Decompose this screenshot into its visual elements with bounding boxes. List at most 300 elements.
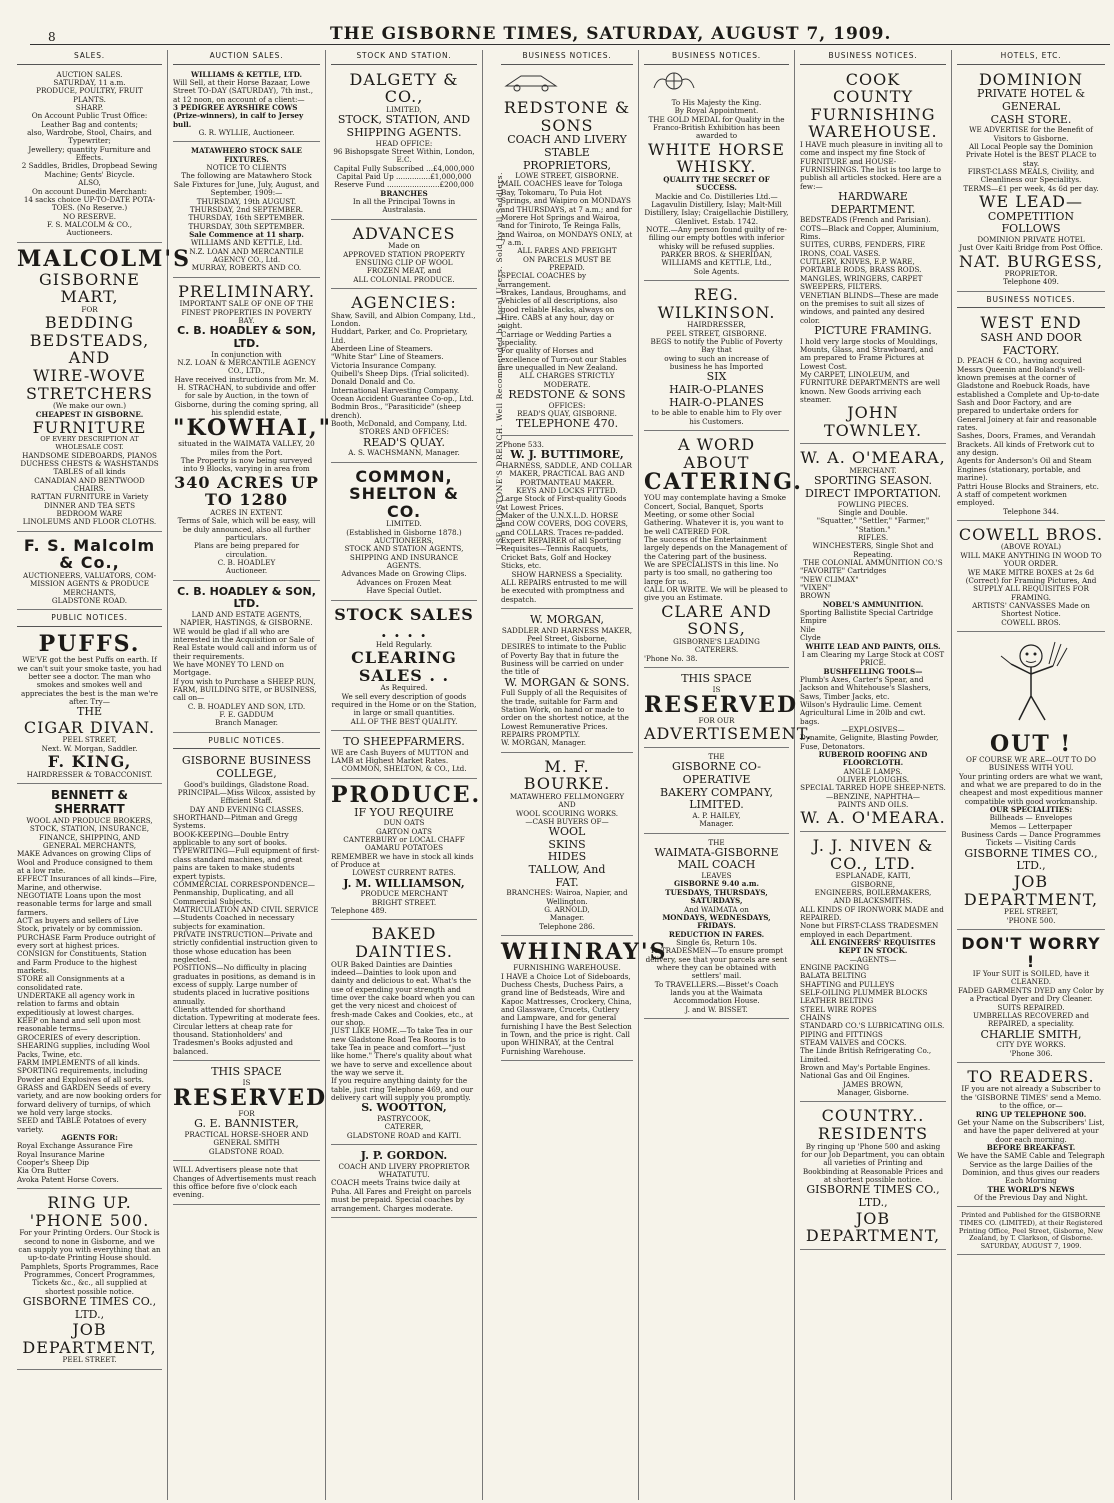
ad-line: Tickets — Visiting Cards — [986, 838, 1076, 848]
ad-line: GISBORNE BUSINESS — [181, 754, 312, 768]
ad-line: HARNESS, SADDLE, AND COLLAR MAKER, PRACTICAL BAG AND PORTMANTEAU MAKER. — [502, 461, 632, 487]
catering-ad — [644, 433, 803, 668]
ad-line: Expert REPAIRER of all Sporting Requisites—Tennis Racquets, Cricket Bats, Golf and Hockey Sticks, etc. — [501, 536, 622, 571]
ad-line: YOU may contemplate having a Smoke Concert, Social, Banquet, Sports Meeting, or some other Social Gathering. Whatever it is, you want to be well CATERED FOR. — [644, 493, 787, 536]
page-columns — [12, 50, 1112, 1502]
ad-line: business he has Imported — [669, 361, 764, 371]
redstone-drench-vertical-ad — [486, 170, 504, 550]
ad-line: PLANTS. — [73, 94, 106, 104]
ad-line: SATURDAY, 11 a.m. — [53, 78, 126, 88]
ad-line: F. S. Malcolm & Co., — [23, 535, 156, 573]
ad-line: Telephone 489. — [331, 906, 387, 916]
ad-line: AGENTS. — [386, 561, 422, 571]
ad-line: MODERATE. — [543, 379, 591, 389]
ad-line: Your printing orders are what we want, and what we are prepared to do in the cheapest and most expeditious manner compatible with good workmanship. — [959, 771, 1103, 806]
ad-line: "VIXEN" — [800, 583, 832, 593]
ad-line: PRODUCE, POULTRY, FRUIT — [36, 86, 143, 96]
ad-line: PEEL STREET. — [62, 1355, 117, 1365]
ad-line: Clyde — [800, 633, 821, 643]
ad-line: Reserve Fund .......................£200,000 — [334, 180, 474, 190]
column-head: BUSINESS NOTICES. — [800, 50, 946, 65]
ad-line: MANGLES, WRINGERS, CARPET SWEEPERS, FILTERS. — [800, 273, 923, 292]
ad-line: TOES. (No Reserve.) — [51, 203, 128, 213]
ad-line: ALL KINDS OF IRONWORK MADE and REPAIRED. — [800, 904, 944, 922]
ad-line: 'Phone No. 38. — [644, 653, 698, 663]
ad-line: N.Z. LOAN & MERCANTILE AGENCY CO., LTD., — [177, 357, 316, 376]
ad-line: Brown and May's Portable Engines. — [800, 1063, 931, 1073]
sheepfarmers-ad — [331, 733, 477, 779]
ad-line: RIFLES. — [857, 533, 889, 543]
ad-line: BEDROOM WARE — [56, 509, 123, 519]
ad-line: WHATATUTU. — [378, 1170, 430, 1180]
ad-line: his Customers. — [689, 416, 744, 426]
ad-line: BEDSTEADS, AND — [29, 330, 150, 368]
ad-line: DESIRES to intimate to the Public of Poverty Bay that in future the Business will be carried on under the title of — [501, 642, 627, 677]
ad-line: OAMARU POTATOES — [364, 843, 444, 853]
stock-sales-ad — [331, 603, 477, 731]
column-business-notices-3 — [795, 50, 952, 1500]
omeara-ad — [800, 446, 946, 832]
common-shelton-ad — [331, 465, 477, 601]
ad-line: WOOL — [548, 825, 586, 839]
ad-line: J. M. WILLIAMSON, — [343, 876, 465, 890]
ad-line: My CARPET, LINOLEUM, and FURNITURE DEPARTMENTS are well known. New Goods arriving each steamer. — [800, 369, 940, 404]
ad-line: DON'T WORRY ! — [961, 933, 1101, 971]
ad-line: G. ARNOLD, — [544, 905, 590, 915]
ad-line: All Local People say the Dominion Private Hotel is the BEST PLACE to stay. — [965, 141, 1097, 168]
ad-line: KEEP on hand and sell upon most reasonable terms— — [17, 1016, 141, 1034]
ad-line: IMPORTANT SALE OF ONE OF THE FINEST PROPERTIES IN POVERTY BAY. — [179, 299, 314, 325]
ad-line: REMEMBER we have in stock all kinds of Produce at — [331, 851, 474, 870]
ad-line: Made on — [388, 241, 420, 251]
ad-line: SEED and TABLE Potatoes of every variety. — [17, 1116, 147, 1134]
ad-line: The Linde British Refrigerating Co., Limited. — [800, 1046, 932, 1064]
ad-line: A. S. WACHSMANN, Manager. — [348, 448, 460, 458]
coach-crest-icon — [501, 70, 561, 92]
bennett-sherratt-ad — [17, 786, 162, 1189]
ad-line: situated in the WAIMATA VALLEY, 20 miles from the Port. — [178, 439, 315, 457]
ad-line: A staff of competent workmen employed. — [957, 489, 1067, 508]
ad-line: PRINCIPAL—Miss Wilcox, assisted by Efficient Staff. — [177, 788, 316, 806]
ad-line: Pamphlets, Sports Programmes, Race Programmes, Concert Programmes, Tickets &c., &c., all supplied at shortest possible notice. — [20, 1261, 159, 1296]
ad-line: THURSDAY, 16th SEPTEMBER. — [188, 213, 305, 223]
ad-line: Typewriter; — [68, 136, 111, 146]
ad-line: COUNTY — [832, 87, 914, 107]
ad-line: J. and W. BISSET. — [685, 1004, 748, 1014]
ad-line: WILLIAMS AND KETTLE, Ltd. — [190, 238, 303, 248]
ad-line: THURSDAY, 30th SEPTEMBER. — [188, 221, 305, 231]
produce-ad — [331, 781, 482, 921]
ad-line: SPORTING SEASON. — [813, 474, 933, 488]
ad-line: ARTISTS' CANVASSES Made on Shortest Notice. — [972, 600, 1090, 619]
ad-line: (ABOVE ROYAL) — [1000, 542, 1062, 552]
ad-line: MART, — [60, 287, 119, 307]
ad-line: G. E. BANNISTER, — [194, 1117, 299, 1131]
masthead — [0, 0, 1114, 46]
ad-line: SELF-OILING PLUMMER BLOCKS — [800, 987, 928, 997]
ad-line: COACH AND LIVERY STABLE — [507, 133, 627, 159]
ad-line: BAKED DAINTIES. — [355, 924, 453, 962]
ad-line: F. S. MALCOLM & CO., — [46, 219, 133, 229]
ad-line: WE would be glad if all who are interested in the Acquisition or Sale of Real Estate would call and inform us of their requirements. — [173, 626, 317, 661]
ad-line: BEFORE BREAKFAST. — [986, 1142, 1076, 1152]
ad-line: REDUCTION IN FARES. — [668, 929, 765, 939]
ad-line: LIMITED. — [386, 519, 422, 529]
ad-line: S. WOOTTON, — [361, 1101, 447, 1115]
ad-line: Manager. — [699, 819, 734, 829]
ad-line: Dynamite, Gelignite, Blasting Powder, Fuse, Detonators. — [800, 733, 939, 751]
ad-line: 'PHONE 500. — [29, 1210, 150, 1230]
ad-line: GISBORNE TIMES CO., LTD., — [22, 1294, 157, 1321]
ad-line: DUN OATS — [383, 818, 425, 828]
ad-line: TABLES of all kinds — [53, 467, 126, 477]
ad-line: PRIVATE INSTRUCTION—Private and strictly confidential instruction given to those whose education has been neglected. — [173, 929, 318, 964]
masthead-rule — [30, 44, 1110, 45]
ad-line: WE'VE got the best Puffs on earth. If we can't suit your smoke taste, you had better see a doctor. The man who smokes and smokes well and appreciates the best is the man we're after. Try— — [17, 655, 162, 706]
column-head: BUSINESS NOTICES. — [644, 50, 789, 65]
ad-line: National Gas and Oil Engines. — [800, 1071, 910, 1081]
column-hotels — [952, 50, 1110, 1500]
preliminary-ad — [173, 280, 333, 581]
ad-line: AUCTIONEERS, — [374, 536, 434, 546]
ad-line: Manager. — [549, 913, 585, 923]
ad-line: STOCK, STATION, AND — [337, 113, 471, 127]
white-horse-whisky-ad — [644, 96, 789, 281]
ad-line: Booth, McDonald, and Company, Ltd. — [331, 418, 468, 428]
ad-line: STEEL WIRE ROPES — [800, 1004, 877, 1014]
ad-line: TALLOW, And — [528, 863, 606, 877]
ad-line: LINOLEUMS AND FLOOR CLOTHS. — [22, 517, 157, 527]
ad-line: MURRAY, ROBERTS AND CO. — [191, 263, 302, 273]
ad-line: IF YOU REQUIRE — [354, 805, 454, 819]
royal-arms-icon — [644, 70, 704, 92]
ad-line: SHEARING supplies, including Wool Packs, Twine, etc. — [17, 1041, 150, 1059]
ad-line: Royal Exchange Assurance Fire — [17, 1141, 133, 1151]
ad-line: Peel Street, Gisborne, — [526, 633, 608, 643]
ad-line: MAIL COACH — [677, 858, 756, 872]
ad-line: If you wish to Purchase a SHEEP RUN, FARM, BUILDING SITE, or BUSINESS, call on— — [173, 676, 317, 703]
column-auction-sales — [168, 50, 333, 1500]
ad-line: COMMERCIAL CORRESPONDENCE—Penmanship, Duplicating, and all Commercial Subjects. — [173, 879, 315, 906]
ad-line: Just Over Kaiti Bridge from Post Office. — [959, 243, 1103, 253]
ad-line: Auctioneers. — [66, 228, 113, 238]
ad-line: NOTICE TO CLIENTS — [206, 163, 287, 173]
ad-line: ACRES IN EXTENT. — [210, 507, 283, 517]
ad-line: Cooper's Sheep Dip — [17, 1157, 90, 1167]
ad-line: MATAWHERO STOCK SALE FIXTURES. — [191, 146, 302, 164]
ad-line: STOCK, STATION, INSURANCE, — [29, 824, 150, 834]
ad-line: THURSDAY, 2nd SEPTEMBER. — [189, 204, 304, 214]
ad-line: RESERVED — [644, 691, 799, 718]
ad-line: CANADIAN AND BENTWOOD CHAIRS. — [34, 475, 145, 494]
ad-line: OF COURSE WE ARE—OUT TO DO BUSINESS WITH YOU. — [965, 755, 1097, 773]
vertical-ad-text: USE REDSTONE'S DRENCH. Well Recommended by Local Users. Sold by all Saddlers. — [495, 171, 504, 550]
ad-line: JOHN TOWNLEY. — [823, 403, 923, 440]
ad-line: TELEPHONE 470. — [515, 417, 619, 431]
ad-line: Machine; Gents' Bicycle. — [44, 169, 135, 179]
ad-line: RATTAN FURNITURE in Variety — [30, 492, 149, 502]
ad-line: Get your Name on the Subscribers' List, and have the paper delivered at your door each morning. — [957, 1117, 1105, 1144]
column-business-notices-1 — [483, 50, 668, 1500]
newspaper-title: THE GISBORNE TIMES, SATURDAY, AUGUST 7, 1909. — [330, 24, 892, 44]
ad-line: BRIGHT STREET. — [371, 897, 437, 907]
ad-line: OF EVERY DESCRIPTION AT WHOLESALE COST. — [40, 435, 139, 452]
ad-line: UMBRELLAS RECOVERED and REPAIRED, a speciality. — [973, 1010, 1089, 1029]
ad-line: ALL OF THE BEST QUALITY. — [350, 716, 458, 726]
ad-line: Memos — Letterpaper — [990, 821, 1072, 831]
ad-line: TYPEWRITING—Full equipment of first-class standard machines, and great pains are taken to make students expert typists. — [173, 846, 320, 881]
ad-line: PRODUCE MERCHANT — [360, 889, 448, 899]
column-head: SALES. — [17, 50, 162, 65]
ad-line: Telephone 344. — [1003, 506, 1059, 516]
ad-line: NO RESERVE. — [62, 211, 117, 221]
ad-line: CUTLERY, KNIVES, E.P. WARE, PORTABLE RODS, BRASS RODS. — [800, 257, 922, 275]
ad-line: As Required. — [380, 683, 428, 693]
ad-line: For your Printing Orders. Our Stock is second to none in Gisborne, and we can supply you with everything that an up-to-date Printing House should. — [18, 1228, 161, 1263]
ad-line: GLADSTONE ROAD. — [51, 596, 128, 606]
column-head: STOCK AND STATION. — [331, 50, 477, 65]
ad-line: GENERAL SMITH — [213, 1138, 280, 1148]
ad-line: CIGAR DIVAN. — [23, 717, 156, 737]
ad-line: J. J. NIVEN & CO., LTD. — [812, 835, 934, 873]
ad-line: HAIR-O-PLANES — [669, 395, 764, 409]
buttimore-ad — [501, 438, 633, 609]
ad-line: ALL COLONIAL PRODUCE. — [353, 274, 455, 284]
ad-line: PRELIMINARY. — [178, 281, 315, 301]
ad-line: GARTON OATS — [376, 826, 432, 836]
ad-line: C. B. HOADLEY AND SON, LTD. — [187, 701, 306, 711]
ad-line: Capital Paid Up ...............£1,000,000 — [336, 171, 472, 181]
ad-line: STANDARD CO.'S LUBRICATING OILS. — [800, 1021, 945, 1031]
ad-line: C. B. HOADLEY & SON, LTD. — [177, 324, 316, 350]
ad-line: 96 Bishopsgate Street Within, London, E.C. — [333, 146, 475, 165]
ad-line: PRACTICAL HORSE-SHOER AND — [184, 1130, 309, 1140]
ad-line: SUPPLY ALL REQUISITES FOR FRAMING. — [973, 584, 1089, 602]
ad-line: LAND AND ESTATE AGENTS, — [191, 609, 302, 619]
ad-line: W. MORGAN, Manager. — [501, 738, 587, 748]
ad-line: COWELL BROS. — [958, 524, 1104, 544]
ad-line: JOB DEPARTMENT, — [805, 1208, 941, 1246]
ad-line: PARKER BROS. & SHERIDAN, — [660, 250, 773, 260]
ad-line: Brakes, Landaus, Broughams, and Vehicles of all descriptions, also good reliable Hacks, always on Hire. CABS at any hour, day or night. — [501, 287, 627, 331]
ad-line: Bodmin Bros., "Parasiticide" (sheep drench). — [331, 402, 461, 420]
ad-line: GLADSTONE ROAD and KAITI. — [346, 1130, 462, 1140]
ad-line: SASH AND DOOR FACTORY. — [980, 331, 1082, 357]
ad-line: Advances on Frozen Meat — [356, 577, 452, 587]
ad-line: PEEL STREET, — [1003, 907, 1059, 917]
ad-line: STOCK AND STATION AGENTS, — [344, 544, 464, 554]
ad-line: FURNISHING WAREHOUSE. — [513, 963, 621, 973]
redstone-sons-ad — [501, 96, 633, 436]
ad-line: HIDES — [547, 850, 587, 864]
ad-line: Telephone 286. — [539, 921, 595, 931]
ad-line: Sale Commence at 11 sharp. — [189, 229, 304, 239]
ad-line: BALATA BELTING — [800, 971, 867, 981]
ad-line: The following are Matawhero Stock Sale Fixtures for June, July, August, and September, 1909:— — [173, 171, 320, 198]
ad-line: POSITIONS—No difficulty in placing graduates in positions, as demand is in excess of supply. Large number of students placed in lucrative positions annually. — [173, 963, 316, 1006]
ad-line: BENNETT & SHERRATT — [51, 788, 128, 816]
to-readers-ad — [957, 1065, 1105, 1207]
ad-line: W. A. O'MEARA, — [800, 448, 946, 468]
ad-line: THE — [708, 837, 725, 847]
ad-line: BRANCHES: Wairoa, Napier, and Wellington. — [506, 888, 628, 906]
ad-line: COACH meets Trains twice daily at Puha. All Fares and Freight on parcels must be prepaid. Special coaches by arrangement. Charges moderate. — [331, 1178, 472, 1213]
ad-line: FURNISHING — [810, 104, 936, 124]
column-sales — [12, 50, 192, 1500]
ad-line: PASTRYCOOK, — [377, 1114, 431, 1124]
ad-line: FOWLING PIECES. — [837, 499, 909, 509]
ad-line: REG. WILKINSON. — [657, 285, 776, 322]
ad-line: 'Phone 306. — [1009, 1048, 1053, 1058]
ad-line: CONSIGN for Constituents, Station and Farm Produce to the highest markets. — [17, 949, 147, 976]
ad-line: Capital Fully Subscribed ...£4,000,000 — [333, 163, 475, 173]
ad-line: OUR SPECIALITIES: — [989, 805, 1073, 815]
ad-line: FROZEN MEAT, and — [366, 266, 442, 276]
ad-line: On Account Public Trust Office: — [31, 111, 148, 121]
ad-line: SPORTING requirements, including Powder and Explosives of all sorts. — [17, 1066, 148, 1084]
ad-line: ENGINEERS, BOILERMAKERS, — [814, 887, 932, 897]
gordon-coach-ad — [331, 1147, 477, 1218]
ad-line: READ'S QUAY. — [363, 435, 445, 449]
ad-line: HAIRDRESSER, — [687, 320, 746, 330]
ad-line: Shaw, Savill, and Albion Company, Ltd., London. — [331, 310, 476, 328]
dominion-hotel-ad — [957, 68, 1105, 292]
ad-line: FADED GARMENTS DYED any Color by a Practical Dyer and Dry Cleaner. — [958, 985, 1104, 1004]
ad-line: ON PARCELS MUST BE — [523, 254, 611, 264]
ad-line: ALSO, — [78, 178, 101, 188]
ad-line: JOB DEPARTMENT, — [963, 872, 1099, 909]
west-end-ad — [957, 311, 1105, 520]
ad-line: ENSUING CLIP OF WOOL — [355, 257, 453, 267]
ad-line: WHINRAY'S — [501, 939, 668, 966]
ad-line: Aberdeen Line of Steamers. — [331, 343, 433, 353]
column-subhead: PUBLIC NOTICES. — [173, 735, 320, 750]
ad-line: DINNER AND TEA SETS — [43, 500, 136, 510]
ad-line: Next. W. Morgan, Saddler. — [41, 743, 138, 753]
ad-line: FIRST-CLASS MEALS, Civility, and Cleanliness our Specialitys. — [967, 166, 1095, 185]
ad-line: F. KING, — [47, 752, 132, 772]
ad-line: STRETCHERS — [26, 383, 153, 403]
ad-line: IS — [242, 1077, 251, 1087]
ad-line: Single and Double. — [838, 508, 908, 518]
ad-line: BOOK-KEEPING—Double Entry applicable to any sort of books. — [173, 829, 289, 848]
ad-line: "White Star" Line of Steamers. — [331, 352, 444, 362]
ad-line: GISBORNE'S LEADING — [673, 636, 760, 646]
ad-line: APPROVED STATION PROPERTY — [343, 249, 465, 259]
ad-line: LEAVES — [701, 871, 732, 881]
ad-line: REDSTONE & SONS — [508, 388, 626, 402]
ad-line: NAT. BURGESS, — [958, 251, 1104, 271]
ad-line: D. PEACH & CO., having acquired Messrs Queenin and Boland's well-known premises at the corner of Gladstone and Roebuck Roads, have established a Complete and Up-to-date Sash and Door Factory, and are prepared to undertake orders for General Joinery at fair and reasonable rates. — [957, 356, 1100, 433]
ad-line: THE GOLD MEDAL for Quality in the Franco-British Exhibition has been awarded to — [648, 114, 785, 141]
malcolm-mart-ad — [17, 245, 192, 532]
ad-line: SHAFTING and PULLEYS — [800, 979, 895, 989]
ad-line: Leather Bag and contents; — [41, 119, 138, 129]
baked-dainties-ad — [331, 922, 477, 1145]
ad-line: RESERVED — [173, 1085, 328, 1112]
ad-line: FURNITURE — [32, 417, 147, 437]
ad-line: CHEAPEST IN GISBORNE. — [35, 409, 144, 419]
ad-line: Avoka Patent Horse Covers. — [17, 1174, 119, 1184]
ad-line: DIRECT IMPORTATION. — [804, 487, 942, 501]
ad-line: By ringing up 'Phone 500 and asking for our Job Department, you can obtain all varieties of Printing and Bookbinding at Reasonable Prices and at shortest possible notice. — [801, 1141, 945, 1185]
ad-line: RING UP. — [47, 1193, 132, 1213]
ad-line: HAIR-O-PLANES — [669, 382, 764, 396]
ad-line: MISSION AGENTS & PRODUCE — [29, 579, 150, 589]
ad-line: COLLEGE, — [216, 767, 277, 781]
ad-line: W. A. O'MEARA. — [800, 808, 946, 828]
page-number: 8 — [48, 30, 56, 44]
ad-line: Advances Made on Growing Clips. — [341, 569, 467, 579]
ad-line: NEGOTIATE Loans upon the most reasonable terms for large and small farmers. — [17, 890, 152, 917]
ad-line: PREPAID. — [549, 262, 585, 272]
ad-line: THE WORLD'S NEWS — [987, 1184, 1075, 1194]
ad-line: Single 6s, Return 10s. — [676, 937, 757, 947]
ad-line: SIX — [706, 370, 727, 384]
ad-line: GISBORNE TIMES CO., LTD., — [806, 1183, 940, 1209]
bannister-ad — [173, 1063, 328, 1161]
ad-line: GROCERIES of every description. — [17, 1032, 141, 1042]
ad-line: I HAVE a Choice Lot of Sideboards, Duchess Chests, Duchess Pairs, a grand line of Bedsteads, Wire and Kapoc Mattresses, Crockery, China, and Glassware, Crucets, Cutlery and Lampware, and for general furnishing I have the Best Selection in Town, and the price is right. Call upon WHINRAY, at the Central Furnishing Warehouse. — [501, 971, 632, 1056]
ad-line: NAPIER, HASTINGS, & GISBORNE. — [180, 618, 313, 628]
ad-line: OFFICES: — [548, 400, 586, 410]
ad-line: C. B. HOADLEY & SON, LTD. — [177, 584, 316, 611]
ad-line: 340 ACRES UP TO 1280 — [174, 472, 319, 510]
ad-line: ALL ENGINEERS' REQUISITES KEPT IN STOCK. — [810, 937, 936, 956]
ad-line: LIMITED. — [689, 798, 744, 812]
ad-line: Maker of the U.N.X.L.D. HORSE and COW COVERS, DOG COVERS, and COLLARS. Traces re-padded. — [501, 511, 628, 537]
ad-line: LOWE STREET, GISBORNE. — [515, 171, 619, 181]
ad-line: VENETIAN BLINDS—These are made on the premises to suit all sizes of windows, and painted any desired color. — [800, 290, 939, 325]
ad-line: CATERING. — [644, 469, 803, 496]
ad-line: CHARLIE SMITH, — [980, 1027, 1082, 1041]
ad-line: By Royal Appointment. — [674, 106, 759, 116]
ad-line: N.Z. LOAN AND MERCANTILE AGENCY CO., Ltd. — [189, 246, 304, 264]
ad-line: Good's buildings, Gladstone Road. — [183, 779, 310, 789]
ad-line: EFFECT Insurances of all kinds—Fire, Marine, and otherwise. — [17, 874, 157, 892]
ad-line: FARM IMPLEMENTS of all kinds. — [17, 1057, 140, 1067]
advances-ad — [331, 222, 477, 289]
ad-line: GRASS and GARDEN Seeds of every variety, and are now booking orders for forward delivery of turnips, of which we hold very large stocks. — [17, 1082, 162, 1117]
ad-line: In conjunction with — [211, 349, 282, 359]
ad-line: Branch Manager. — [215, 718, 278, 728]
ad-line: SHIPPING AND INSURANCE — [349, 552, 459, 562]
ad-line: C. B. HOADLEY — [217, 557, 276, 567]
ad-line: A. P. HAILEY, — [692, 810, 741, 820]
ad-line: 'PHONE 500. — [1006, 915, 1056, 925]
ad-line: Jewellery; quantity Furniture and Effects. — [28, 144, 151, 163]
ad-line: The success of the Entertainment largely depends on the Management of the Catering part of the business. — [644, 534, 787, 561]
ad-line: HANDSOME SIDEBOARDS, PIANOS — [22, 450, 157, 460]
ad-line: ACT as buyers and sellers of Live Stock, privately or by commission. — [17, 916, 143, 934]
ad-line: STEAM VALVES and COCKS. — [800, 1038, 907, 1048]
ad-line: PEEL STREET, GISBORNE. — [666, 328, 767, 338]
ad-line: CASH STORE. — [990, 112, 1072, 126]
reserved-space-ad — [644, 670, 813, 748]
ad-line: CATERERS. — [694, 645, 739, 655]
ring-up-ad — [17, 1191, 162, 1370]
fs-malcolm-ad — [17, 534, 162, 611]
ad-line: Will Sell, at their Horse Bazaar, Lowe Street TO-DAY (SATURDAY), 7th inst., at 12 noon, on account of a client:— — [173, 78, 314, 104]
ad-line: —CASH BUYERS OF— — [525, 816, 609, 826]
ad-line: WILLIAMS & KETTLE, LTD. — [190, 69, 303, 79]
ad-line: Nile — [800, 624, 816, 634]
ad-line: GISBORNE TIMES CO., LTD., — [964, 846, 1098, 873]
niven-ad — [800, 834, 946, 1102]
ad-line: ESPLANADE, KAITI, — [835, 871, 911, 881]
ad-line: STORE all Consignments at a consolidated rate. — [17, 974, 125, 992]
ad-line: WOOL SCOURING WORKS. — [515, 808, 619, 818]
